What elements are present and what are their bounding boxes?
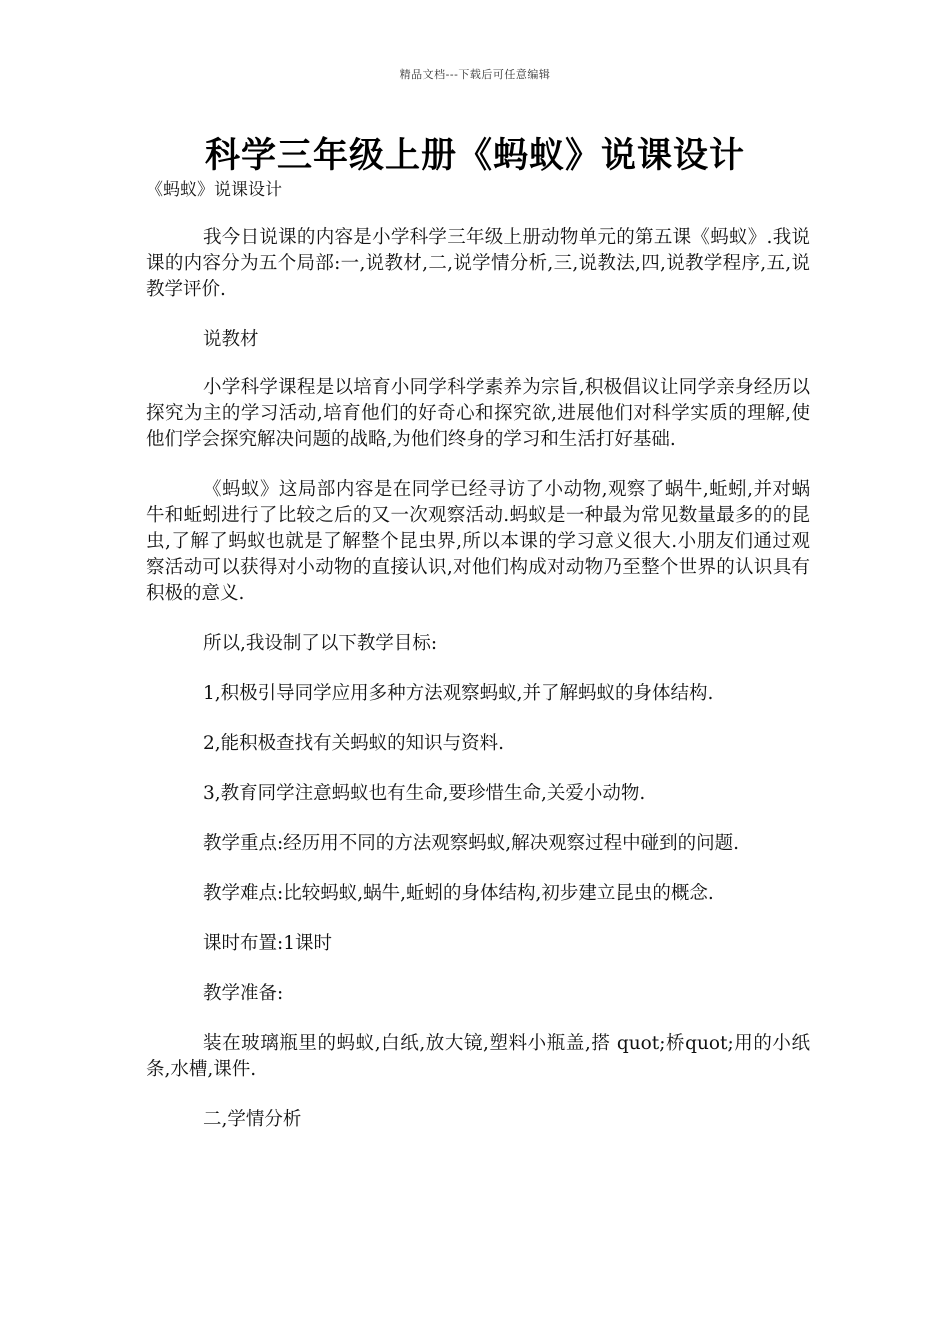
- goals-intro-paragraph: 所以,我设制了以下教学目标:: [203, 633, 438, 654]
- teaching-difficulty: 教学难点:比较蚂蚁,蜗牛,蚯蚓的身体结构,初步建立昆虫的概念.: [203, 883, 714, 904]
- section-heading-student-analysis: 二,学情分析: [203, 1109, 302, 1130]
- document-subtitle: 《蚂蚁》说课设计: [146, 180, 282, 200]
- curriculum-paragraph: 小学科学课程是以培育小同学科学素养为宗旨,积极倡议让同学亲身经历以探究为主的学习活动,培育他们的好奇心和探究欲,进展他们对科学实质的理解,使他们学会探究解决问题的战略,为他们终身的学习和生活打好基础.: [146, 377, 810, 450]
- intro-paragraph: 我今日说课的内容是小学科学三年级上册动物单元的第五课《蚂蚁》.我说课的内容分为五个局部:一,说教材,二,说学情分析,三,说教法,四,说教学程序,五,说教学评价.: [146, 227, 810, 300]
- section-heading-textbook: 说教材: [203, 329, 259, 350]
- document-title: 科学三年级上册《蚂蚁》说课设计: [204, 136, 745, 176]
- teaching-preparation-heading: 教学准备:: [203, 983, 284, 1004]
- class-hours: 课时布置:1课时: [203, 933, 333, 954]
- goal-item-3: 3,教育同学注意蚂蚁也有生命,要珍惜生命,关爱小动物.: [203, 783, 646, 804]
- document-body: [146, 225, 810, 1155]
- teaching-focus: 教学重点:经历用不同的方法观察蚂蚁,解决观察过程中碰到的问题.: [203, 833, 739, 854]
- teaching-materials: 装在玻璃瓶里的蚂蚁,白纸,放大镜,塑料小瓶盖,搭 quot;桥quot;用的小纸条,水槽,课件.: [146, 1033, 810, 1080]
- lesson-content-paragraph: 《蚂蚁》这局部内容是在同学已经寻访了小动物,观察了蜗牛,蚯蚓,并对蜗牛和蚯蚓进行了比较之后的又一次观察活动.蚂蚁是一种最为常见数量最多的的昆虫,了解了蚂蚁也就是了解整个昆虫界,所以本课的学习意义很大.小朋友们通过观察活动可以获得对小动物的直接认识,对他们构成对动物乃至整个世界的认识具有积极的意义.: [146, 479, 810, 604]
- goal-item-2: 2,能积极查找有关蚂蚁的知识与资料.: [203, 733, 505, 754]
- goal-item-1: 1,积极引导同学应用多种方法观察蚂蚁,并了解蚂蚁的身体结构.: [203, 683, 714, 704]
- page-header: 精品文档---下载后可任意编辑: [399, 68, 551, 81]
